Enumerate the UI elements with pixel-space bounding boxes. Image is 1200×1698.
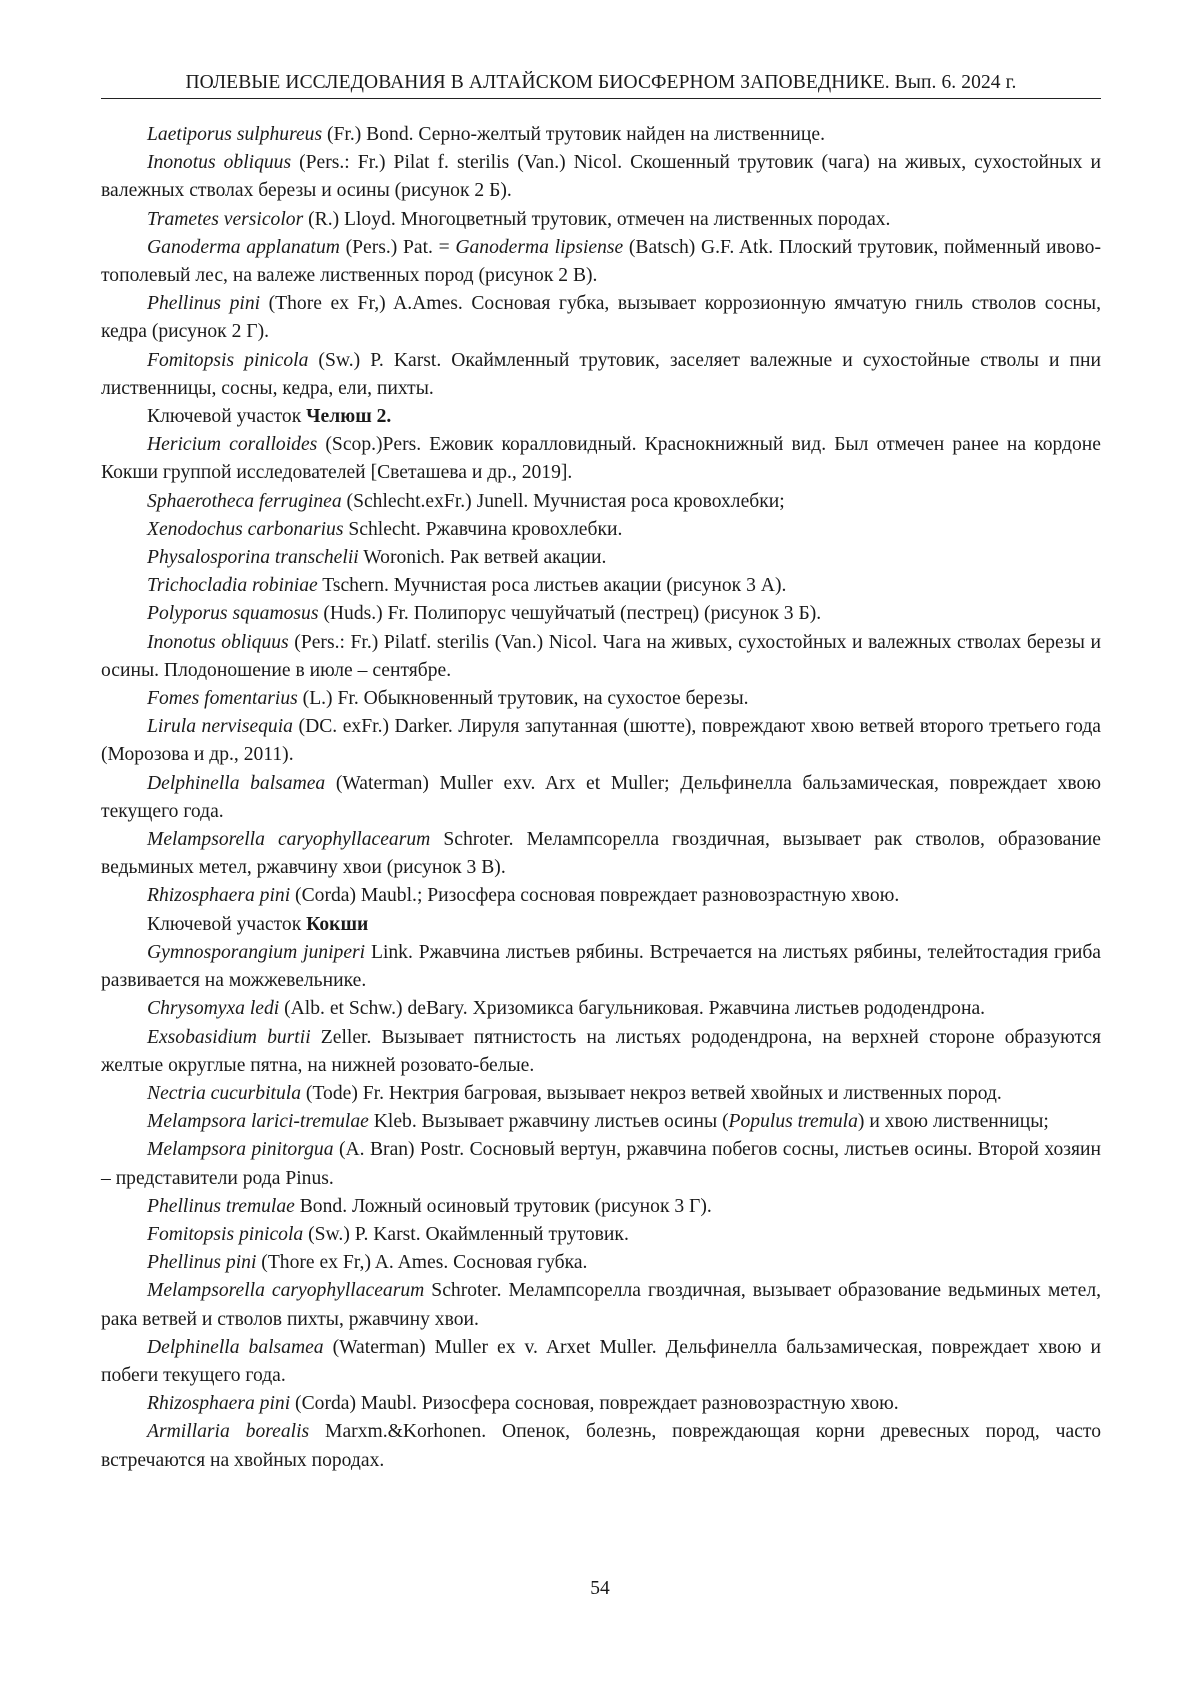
species-name: Exsobasidium burtii [147,1027,311,1048]
section-lead: Ключевой участок [147,406,306,427]
paragraph [101,629,1101,685]
species-description: Link. Ржавчина листьев рябины. Встречается на листьях рябины, телейтостадия гриба развивается на можжевельнике. [101,942,1101,991]
species-name: Phellinus pini [147,293,260,314]
paragraph [101,121,1101,149]
species-name: Populus tremula [729,1111,858,1132]
paragraph [101,882,1101,910]
species-description: Kleb. Вызывает ржавчину листьев осины ( [369,1111,729,1132]
species-description: Schroter. Мелампсорелла гвоздичная, вызывает образование ведьминых метел, рака ветвей и стволов пихты, ржавчину хвои. [101,1280,1101,1329]
species-description: (Alb. et Schw.) deBary. Хризомикса багульниковая. Ржавчина листьев рододендрона. [279,998,985,1019]
species-name: Polyporus squamosus [147,603,318,624]
species-name: Phellinus pini [147,1252,256,1273]
species-description: Woronich. Рак ветвей акации. [359,547,607,568]
paragraph [101,713,1101,769]
species-name: Rhizosphaera pini [147,885,290,906]
paragraph [101,347,1101,403]
species-name: Melampsorella caryophyllacearum [147,1280,424,1301]
species-description: (Pers.: Fr.) Pilat f. sterilis (Van.) Nicol. Скошенный трутовик (чага) на живых, сухостойных и валежных стволах березы и осины (рисунок 2 Б). [101,152,1101,201]
species-description: (Batsch) G.F. Atk. Плоский трутовик, пойменный ивово-тополевый лес, на валеже лиственных пород (рисунок 2 В). [101,237,1101,286]
paragraph [101,431,1101,487]
species-description: (Thore ex Fr,) A. Ames. Сосновая губка. [256,1252,587,1273]
species-name: Sphaerotheca ferruginea [147,491,342,512]
species-name: Armillaria borealis [147,1421,309,1442]
species-description: (Corda) Maubl. Ризосфера сосновая, повреждает разновозрастную хвою. [290,1393,899,1414]
species-description: (Fr.) Bond. Серно-желтый трутовик найден на лиственнице. [322,124,825,145]
species-name: Chrysomyxa ledi [147,998,279,1019]
species-name: Physalosporina transchelii [147,547,359,568]
species-description: (Waterman) Muller exv. Arx et Muller; Дельфинелла бальзамическая, повреждает хвою текущего года. [101,773,1101,822]
document-page [0,0,1200,1698]
species-name: Fomitopsis pinicola [147,350,308,371]
species-description: (A. Bran) Postr. Сосновый вертун, ржавчина побегов сосны, листьев осины. Второй хозяин – представители рода Pinus. [101,1139,1101,1188]
species-name: Gymnosporangium juniperi [147,942,365,963]
species-name: Ganoderma applanatum [147,237,340,258]
species-name: Trichocladia robiniae [147,575,318,596]
species-name: Inonotus obliquus [147,152,291,173]
species-name: Laetiporus sulphureus [147,124,322,145]
species-description: (Waterman) Muller ex v. Arxet Muller. Дельфинелла бальзамическая, повреждает хвою и побеги текущего года. [101,1337,1101,1386]
species-name: Hericium coralloides [147,434,317,455]
paragraph [101,826,1101,882]
species-name: Melampsora pinitorgua [147,1139,334,1160]
paragraph [101,1080,1101,1108]
paragraph [101,939,1101,995]
species-description: Schlecht. Ржавчина кровохлебки. [343,519,622,540]
species-name: Trametes versicolor [147,209,303,230]
paragraph [101,1136,1101,1192]
paragraph [101,544,1101,572]
paragraph [101,911,1101,939]
paragraph [101,572,1101,600]
paragraph [101,995,1101,1023]
species-name: Phellinus tremulae [147,1196,295,1217]
header-rule [101,98,1101,99]
species-description: (Huds.) Fr. Полипорус чешуйчатый (пестрец) (рисунок 3 Б). [318,603,821,624]
paragraph [101,1193,1101,1221]
species-name: Nectria cucurbitula [147,1083,301,1104]
paragraph [101,1418,1101,1474]
species-name: Rhizosphaera pini [147,1393,290,1414]
species-name: Fomes fomentarius [147,688,298,709]
species-description: (L.) Fr. Обыкновенный трутовик, на сухостое березы. [298,688,749,709]
species-name: Inonotus obliquus [147,632,289,653]
paragraph [101,290,1101,346]
species-description: (Sw.) P. Karst. Окаймленный трутовик. [303,1224,629,1245]
species-name: Ganoderma lipsiense [455,237,623,258]
species-description: (Pers.) Pat. = [340,237,455,258]
species-description: Tschern. Мучнистая роса листьев акации (рисунок 3 А). [318,575,787,596]
species-name: Melampsora larici-tremulae [147,1111,369,1132]
paragraph [101,770,1101,826]
species-description: (Pers.: Fr.) Pilatf. sterilis (Van.) Nicol. Чага на живых, сухостойных и валежных стволах березы и осины. Плодоношение в июле – сентябре. [101,632,1101,681]
page-number: 54 [0,1578,1200,1600]
species-name: Fomitopsis pinicola [147,1224,303,1245]
species-description: (R.) Lloyd. Многоцветный трутовик, отмечен на лиственных породах. [303,209,890,230]
species-description: (Thore ex Fr,) A.Ames. Сосновая губка, вызывает коррозионную ямчатую гниль стволов сосны, кедра (рисунок 2 Г). [101,293,1101,342]
paragraph [101,600,1101,628]
paragraph [101,234,1101,290]
species-name: Delphinella balsamea [147,773,325,794]
paragraph [101,1024,1101,1080]
species-description: Bond. Ложный осиновый трутовик (рисунок 3 Г). [295,1196,712,1217]
species-description: (DC. exFr.) Darker. Лируля запутанная (шютте), повреждают хвою ветвей второго третьего года (Морозова и др., 2011). [101,716,1101,765]
species-description: Marxm.&Korhonen. Опенок, болезнь, повреждающая корни древесных пород, часто встречаются на хвойных породах. [101,1421,1101,1470]
section-title: Челюш 2. [306,406,391,427]
species-description: (Scop.)Pers. Ежовик коралловидный. Краснокнижный вид. Был отмечен ранее на кордоне Кокши группой исследователей [Светашева и др., 2019]. [101,434,1101,483]
paragraph [101,206,1101,234]
paragraph [101,1249,1101,1277]
species-name: Melampsorella caryophyllacearum [147,829,430,850]
paragraph [101,403,1101,431]
species-description: Schroter. Мелампсорелла гвоздичная, вызывает рак стволов, образование ведьминых метел, ржавчину хвои (рисунок 3 В). [101,829,1101,878]
paragraph [101,516,1101,544]
species-name: Xenodochus carbonarius [147,519,343,540]
species-description: (Corda) Maubl.; Ризосфера сосновая повреждает разновозрастную хвою. [290,885,899,906]
section-title: Кокши [306,914,368,935]
paragraph [101,1108,1101,1136]
paragraph [101,1334,1101,1390]
paragraph [101,149,1101,205]
species-name: Lirula nervisequia [147,716,293,737]
species-description: (Schlecht.exFr.) Junell. Мучнистая роса кровохлебки; [342,491,785,512]
paragraph [101,1221,1101,1249]
paragraph [101,1277,1101,1333]
paragraph [101,685,1101,713]
species-description: (Sw.) P. Karst. Окаймленный трутовик, заселяет валежные и сухостойные стволы и пни лиственницы, сосны, кедра, ели, пихты. [101,350,1101,399]
running-header: ПОЛЕВЫЕ ИССЛЕДОВАНИЯ В АЛТАЙСКОМ БИОСФЕРНОМ ЗАПОВЕДНИКЕ. Вып. 6. 2024 г. [101,70,1101,96]
paragraph [101,1390,1101,1418]
species-description: Zeller. Вызывает пятнистость на листьях рододендрона, на верхней стороне образуются желтые округлые пятна, на нижней розовато-белые. [101,1027,1101,1076]
species-description: ) и хвою лиственницы; [858,1111,1049,1132]
paragraph [101,488,1101,516]
species-name: Delphinella balsamea [147,1337,324,1358]
species-description: (Tode) Fr. Нектрия багровая, вызывает некроз ветвей хвойных и лиственных пород. [301,1083,1002,1104]
section-lead: Ключевой участок [147,914,306,935]
document-body [101,121,1101,1475]
